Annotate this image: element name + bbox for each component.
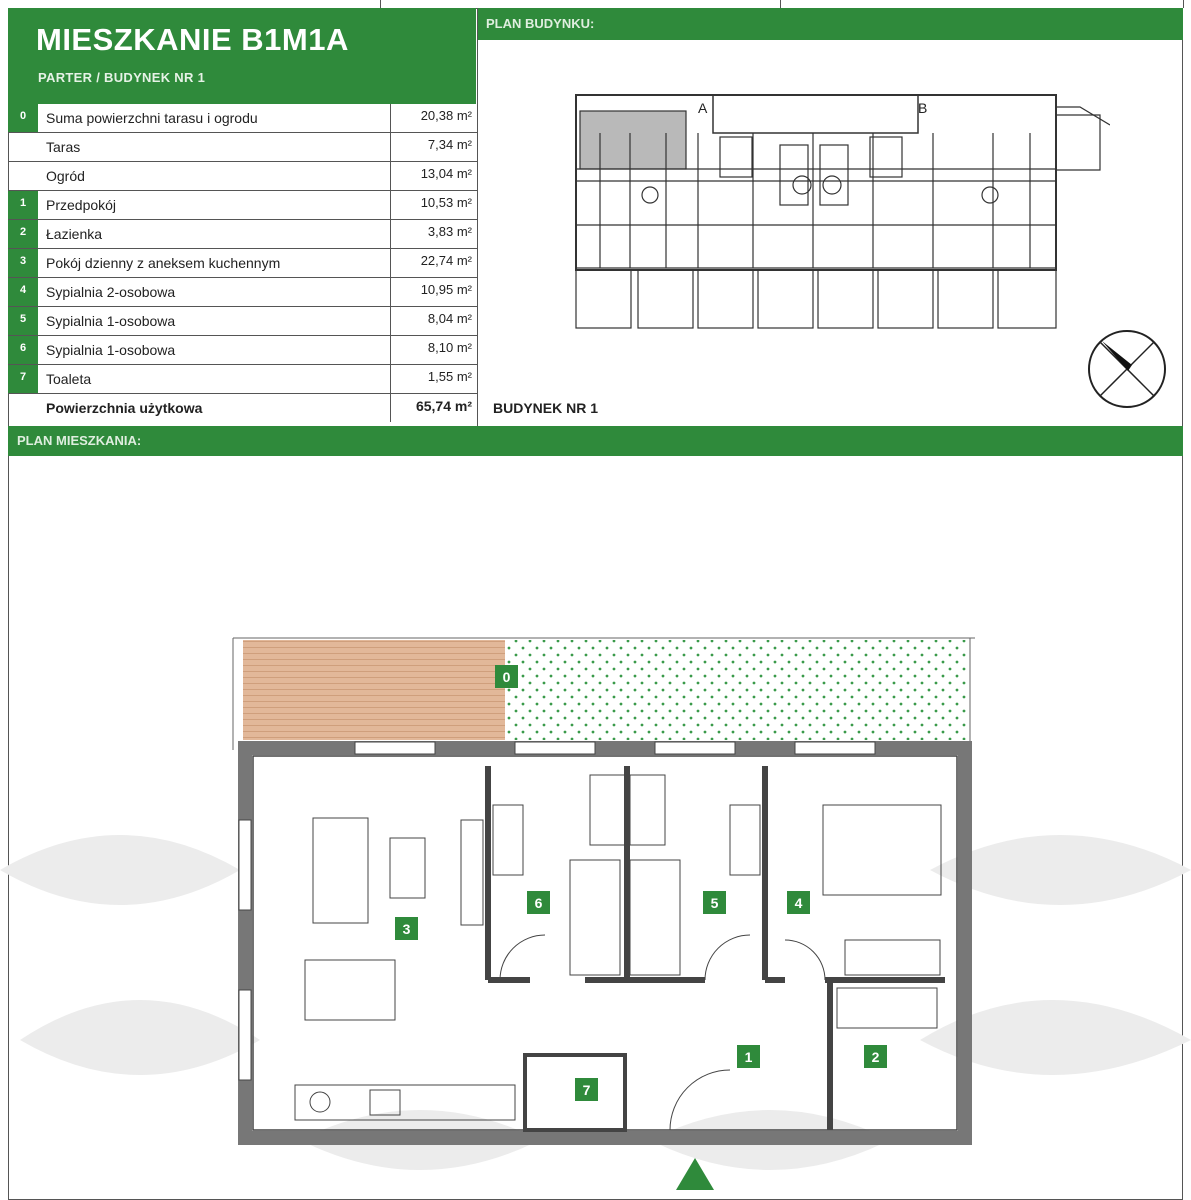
- room-row: [8, 104, 478, 133]
- room-row: [8, 365, 478, 394]
- compass-icon: [1086, 329, 1170, 409]
- room-number: 6: [8, 336, 38, 364]
- building-floor-plan: [570, 85, 1110, 330]
- total-area-label: Powierzchnia użytkowa: [46, 400, 203, 416]
- room-name: Sypialnia 2-osobowa: [46, 284, 176, 300]
- column-divider: [477, 8, 478, 426]
- room-number: 2: [8, 220, 38, 248]
- top-edge-ticks: [0, 0, 1191, 8]
- room-number: 0: [8, 104, 38, 132]
- apartment-header: [8, 8, 476, 104]
- room-row: [8, 249, 478, 278]
- entrance-arrow-icon: [676, 1158, 714, 1190]
- room-number: 5: [8, 307, 38, 335]
- apartment-plan-heading: PLAN MIESZKANIA:: [17, 433, 142, 448]
- room-area: 1,55 m²: [390, 365, 478, 393]
- room-name: Pokój dzienny z aneksem kuchennym: [46, 255, 281, 271]
- room-area: 8,10 m²: [390, 336, 478, 364]
- room-name: Sypialnia 1-osobowa: [46, 342, 176, 358]
- apartment-floor-plan: [225, 630, 985, 1150]
- room-row: [8, 133, 478, 162]
- room-number: 1: [8, 191, 38, 219]
- room-badge-2: 2: [871, 1049, 880, 1065]
- room-area: 8,04 m²: [390, 307, 478, 335]
- room-name: Taras: [46, 139, 81, 155]
- building-plan-header: [478, 8, 1183, 40]
- stair-marker-b: B: [918, 100, 928, 116]
- terrace-area: [243, 640, 505, 740]
- building-name: BUDYNEK NR 1: [493, 400, 599, 416]
- room-number: 7: [8, 365, 38, 393]
- room-badge-7: 7: [582, 1082, 591, 1098]
- room-row: [8, 162, 478, 191]
- room-area: 20,38 m²: [390, 104, 478, 132]
- apartment-title: MIESZKANIE B1M1A: [36, 22, 349, 57]
- room-name: Suma powierzchni tarasu i ogrodu: [46, 110, 258, 126]
- room-area: 3,83 m²: [390, 220, 478, 248]
- room-area-table: [8, 104, 478, 424]
- room-number: 4: [8, 278, 38, 306]
- room-badge-3: 3: [402, 921, 411, 937]
- room-row: [8, 191, 478, 220]
- room-area: 22,74 m²: [390, 249, 478, 277]
- room-badge-0: 0: [502, 669, 511, 685]
- total-area-value: 65,74 m²: [390, 394, 478, 422]
- room-area: 13,04 m²: [390, 162, 478, 190]
- room-name: Łazienka: [46, 226, 103, 242]
- stair-marker-a: A: [698, 100, 708, 116]
- room-badge-5: 5: [710, 895, 719, 911]
- room-row: [8, 278, 478, 307]
- room-row: [8, 307, 478, 336]
- garden-area: [502, 640, 970, 740]
- room-badge-6: 6: [534, 895, 543, 911]
- room-badge-1: 1: [744, 1049, 753, 1065]
- room-row: [8, 336, 478, 365]
- room-number: 3: [8, 249, 38, 277]
- apartment-plan-header: [8, 426, 1183, 456]
- room-name: Ogród: [46, 168, 85, 184]
- room-name: Sypialnia 1-osobowa: [46, 313, 176, 329]
- room-area: 7,34 m²: [390, 133, 478, 161]
- room-name: Toaleta: [46, 371, 92, 387]
- room-area: 10,95 m²: [390, 278, 478, 306]
- room-badge-4: 4: [794, 895, 803, 911]
- room-area: 10,53 m²: [390, 191, 478, 219]
- room-name: Przedpokój: [46, 197, 117, 213]
- apartment-subtitle: PARTER / BUDYNEK NR 1: [38, 70, 206, 85]
- building-plan-heading: PLAN BUDYNKU:: [486, 16, 595, 31]
- room-row: [8, 220, 478, 249]
- total-area-row: [8, 394, 478, 424]
